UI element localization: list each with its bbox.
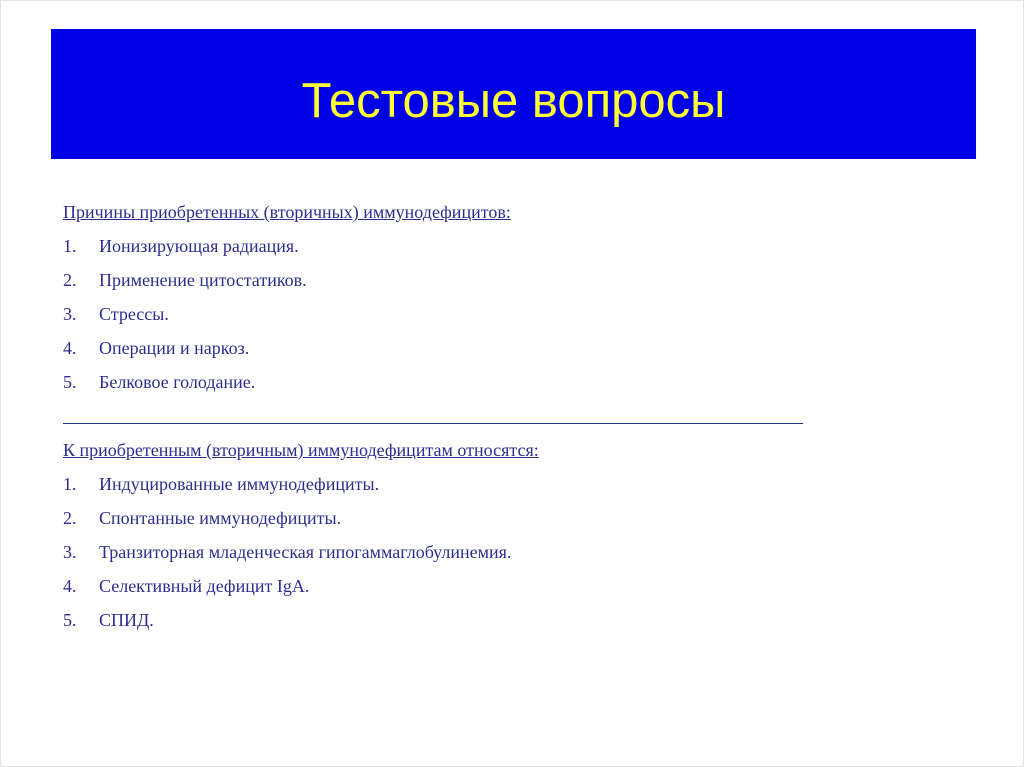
section-1-item bbox=[63, 297, 963, 331]
item-number: 2. bbox=[63, 508, 77, 528]
section-2-item bbox=[63, 569, 963, 603]
section-1-item bbox=[63, 331, 963, 365]
section-1-heading: Причины приобретенных (вторичных) иммунодефицитов: bbox=[63, 202, 511, 222]
section-1-item bbox=[63, 229, 963, 263]
slide-content bbox=[63, 195, 963, 637]
item-text: Индуцированные иммунодефициты. bbox=[99, 474, 380, 494]
item-number: 2. bbox=[63, 270, 77, 290]
item-text: Применение цитостатиков. bbox=[99, 270, 307, 290]
item-text: Операции и наркоз. bbox=[99, 338, 250, 358]
section-1-item bbox=[63, 263, 963, 297]
separator bbox=[63, 399, 963, 433]
item-number: 5. bbox=[63, 372, 77, 392]
section-2-item bbox=[63, 535, 963, 569]
section-1-item bbox=[63, 365, 963, 399]
item-text: Селективный дефицит IgA. bbox=[99, 576, 310, 596]
item-number: 1. bbox=[63, 236, 77, 256]
item-text: Ионизирующая радиация. bbox=[99, 236, 299, 256]
item-text: Спонтанные иммунодефициты. bbox=[99, 508, 342, 528]
item-text: Транзиторная младенческая гипогаммаглобулинемия. bbox=[99, 542, 512, 562]
item-number: 1. bbox=[63, 474, 77, 494]
item-text: Белковое голодание. bbox=[99, 372, 256, 392]
item-text: Стрессы. bbox=[99, 304, 169, 324]
section-2-item bbox=[63, 467, 963, 501]
section-2-item bbox=[63, 603, 963, 637]
item-number: 3. bbox=[63, 304, 77, 324]
slide-title: Тестовые вопросы bbox=[301, 74, 726, 128]
item-number: 3. bbox=[63, 542, 77, 562]
title-bar bbox=[51, 29, 976, 159]
section-2-heading: К приобретенным (вторичным) иммунодефицитам относятся: bbox=[63, 440, 539, 460]
section-2-item bbox=[63, 501, 963, 535]
item-number: 5. bbox=[63, 610, 77, 630]
item-number: 4. bbox=[63, 576, 77, 596]
item-number: 4. bbox=[63, 338, 77, 358]
item-text: СПИД. bbox=[99, 610, 154, 630]
separator-line bbox=[63, 423, 803, 424]
